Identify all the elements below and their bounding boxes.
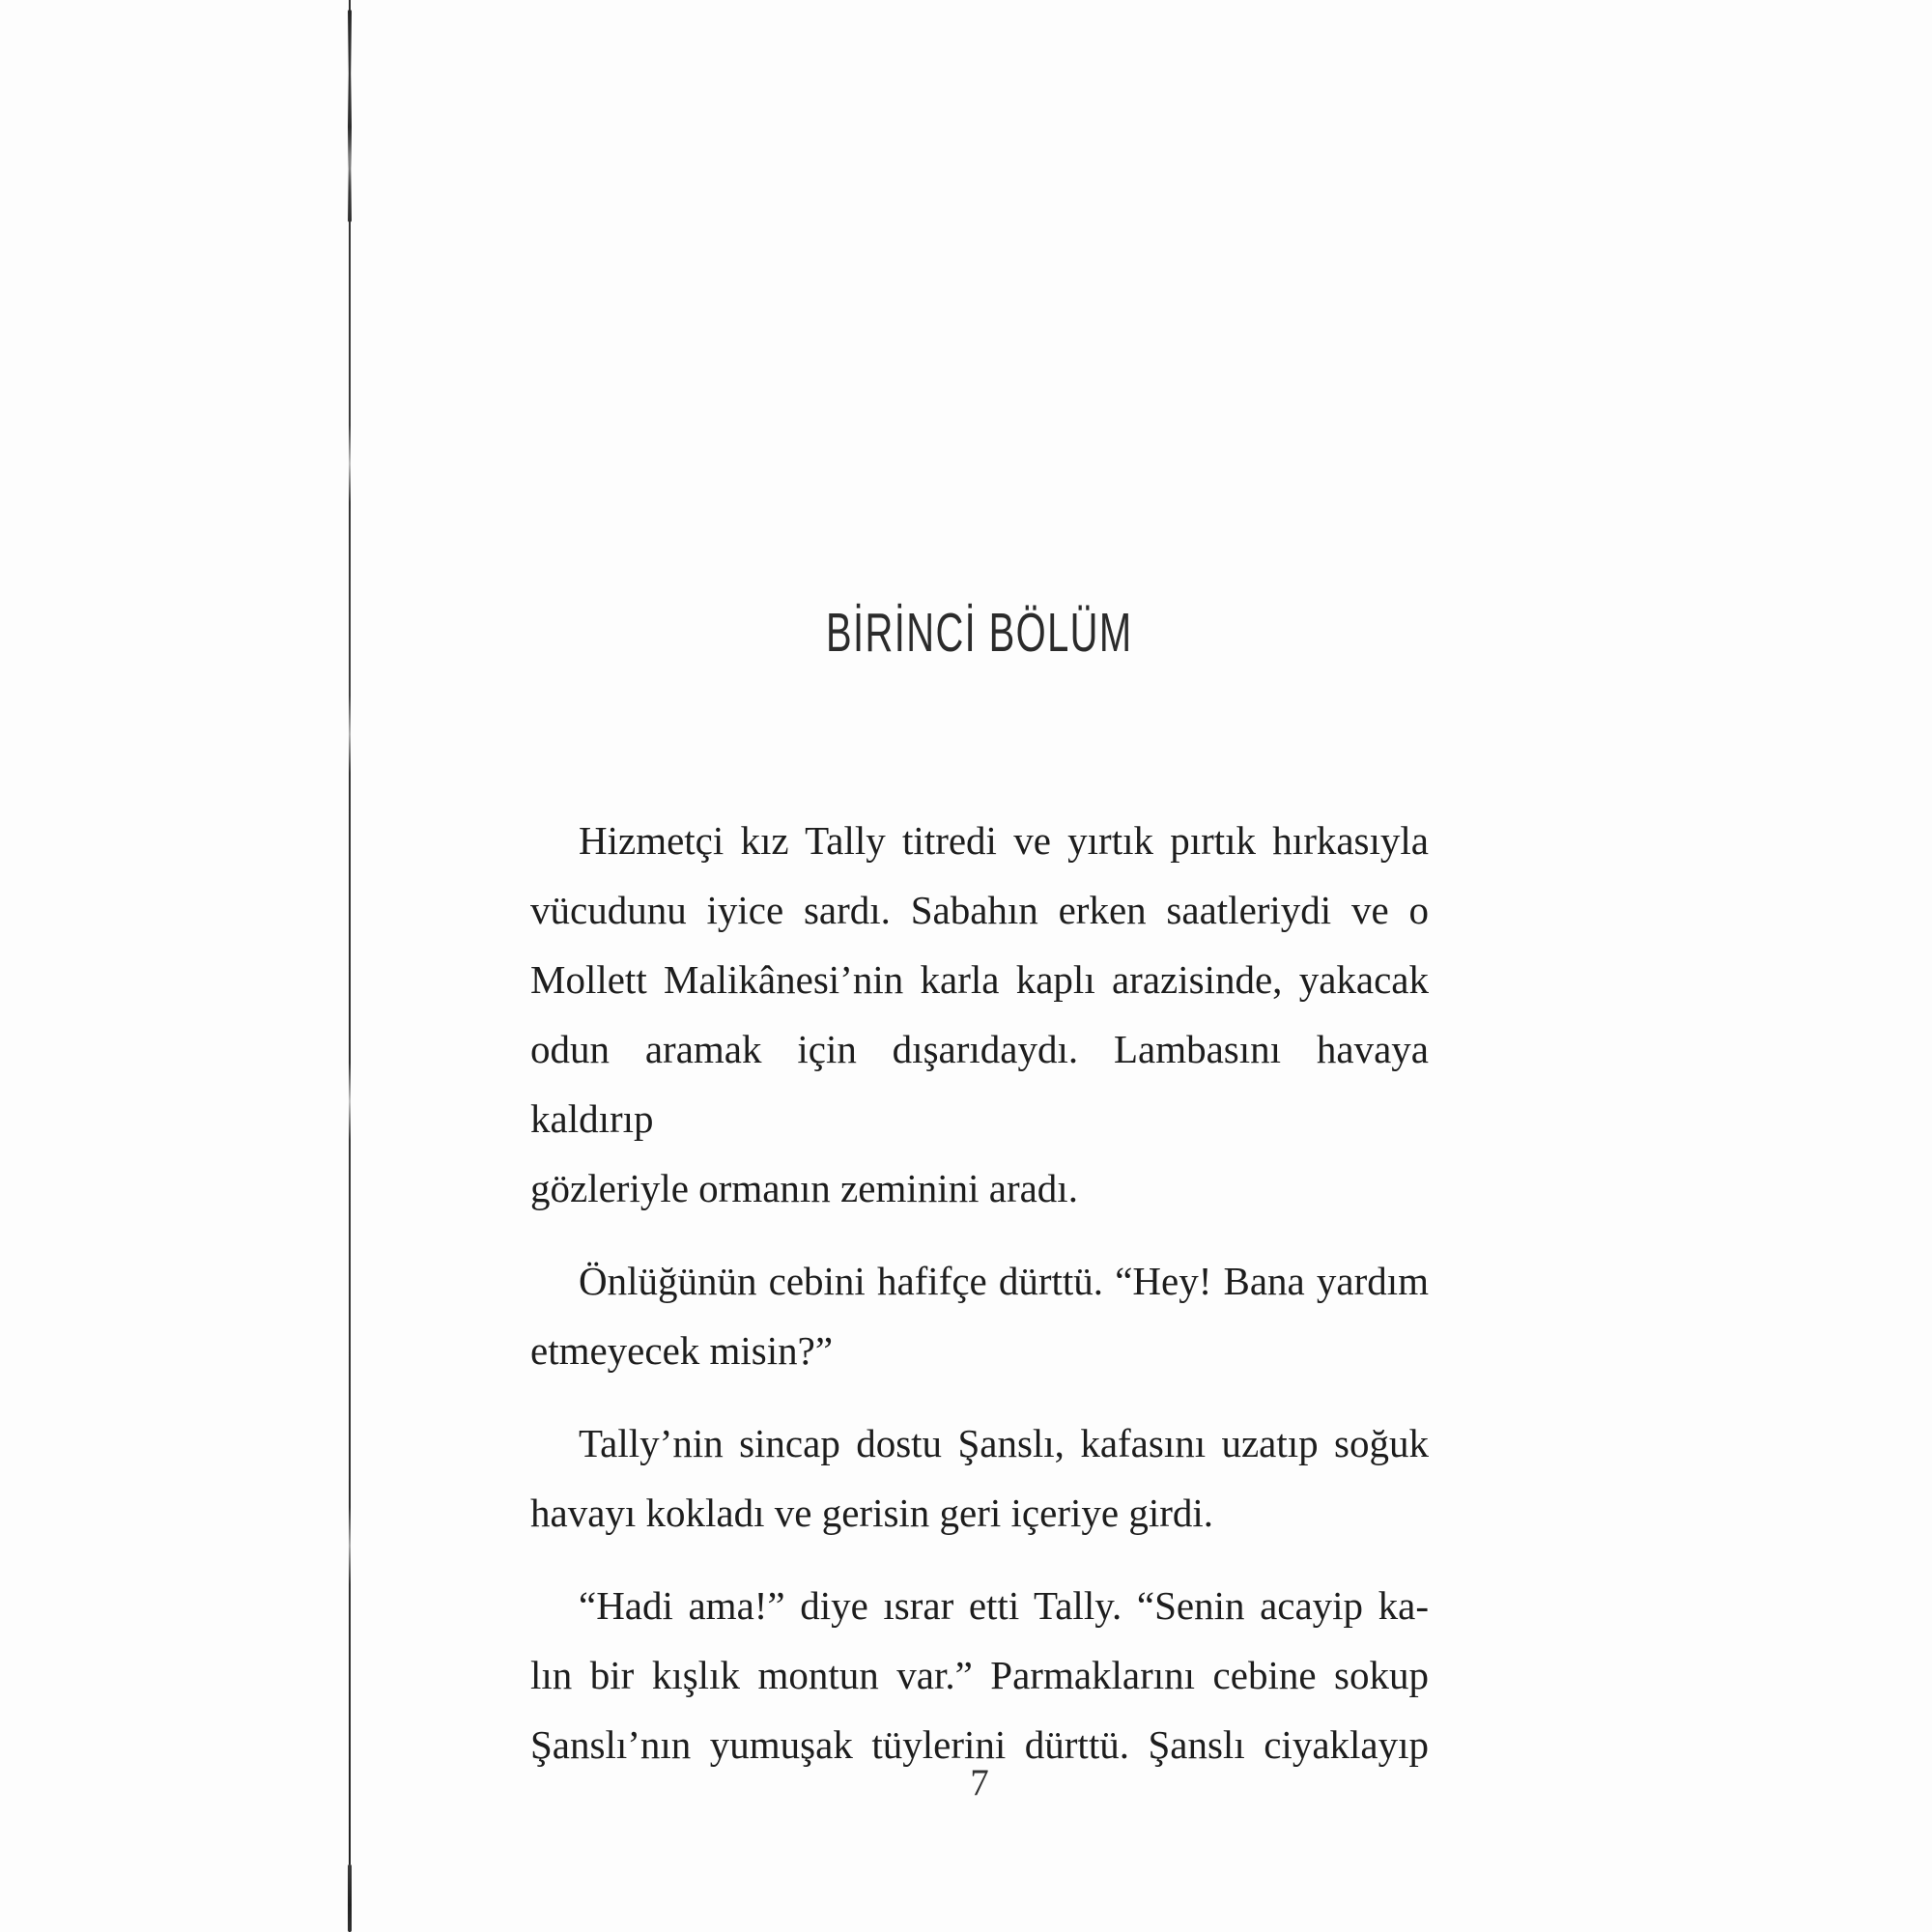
scan-artifact-bottom: [348, 1864, 352, 1932]
text-line: lın bir kışlık montun var.” Parmaklarını cebine sokup: [530, 1653, 1429, 1697]
page-number: 7: [970, 1762, 989, 1804]
text-line: Önlüğünün cebini hafifçe dürttü. “Hey! Bana yardım: [579, 1259, 1429, 1303]
chapter-title: [530, 601, 1429, 665]
text-line: odun aramak için dışarıdaydı. Lambasını havaya kaldırıp: [530, 1027, 1429, 1141]
body-text: [530, 806, 1429, 1803]
text-line: Tally’nin sincap dostu Şanslı, kafasını uzatıp soğuk: [579, 1421, 1429, 1465]
text-line: “Hadi ama!” diye ısrar etti Tally. “Senin acayip ka-: [579, 1583, 1429, 1628]
paragraph: [530, 1246, 1429, 1385]
text-line: etmeyecek misin?”: [530, 1328, 834, 1373]
text-line: vücudunu iyice sardı. Sabahın erken saatleriydi ve o: [530, 888, 1429, 932]
paragraph: [530, 1408, 1429, 1548]
text-line: havayı kokladı ve gerisin geri içeriye girdi.: [530, 1491, 1214, 1535]
paragraph: [530, 806, 1429, 1223]
scan-artifact-top: [348, 10, 352, 222]
text-line: Şanslı’nın yumuşak tüylerini dürttü. Şanslı ciyaklayıp: [530, 1722, 1429, 1767]
chapter-title-text: BİRİNCİ BÖLÜM: [826, 602, 1133, 664]
text-line: Mollett Malikânesi’nin karla kaplı arazisinde, yakacak: [530, 957, 1429, 1002]
text-line: gözleriyle ormanın zeminini aradı.: [530, 1166, 1078, 1210]
page-gutter-edge-line: [349, 0, 351, 1932]
text-line: Hizmetçi kız Tally titredi ve yırtık pırtık hırkasıyla: [579, 818, 1429, 863]
